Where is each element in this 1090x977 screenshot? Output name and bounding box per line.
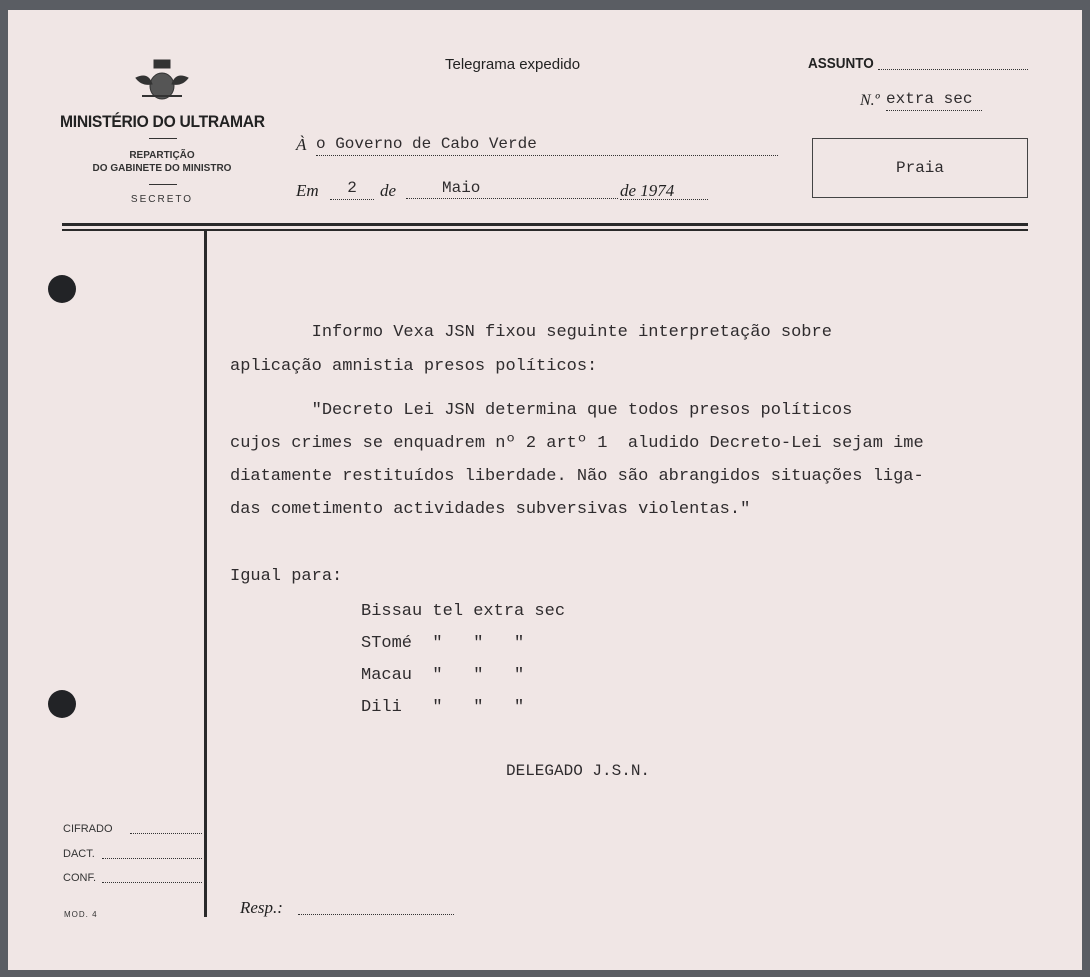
cifrado-label: CIFRADO: [63, 823, 113, 835]
destination-value: Praia: [895, 159, 944, 177]
punch-hole: [48, 690, 76, 718]
header-rule: [62, 223, 1028, 226]
number-label: N.º: [860, 92, 880, 109]
number-field[interactable]: [886, 90, 982, 111]
divider: [149, 138, 177, 139]
margin-rule: [204, 231, 207, 917]
date-de-label: de: [380, 181, 397, 200]
month-field[interactable]: [406, 179, 618, 199]
list-item: STomé " " ": [361, 634, 525, 653]
destination-box: [812, 138, 1028, 198]
conf-label: CONF.: [63, 872, 96, 884]
form-title: Telegrama expedido: [445, 56, 581, 73]
body-line: das cometimento actividades subversivas violentas.": [230, 500, 751, 519]
year-field[interactable]: [620, 181, 708, 200]
distribution-label: Igual para:: [230, 567, 343, 586]
day-field[interactable]: [330, 179, 374, 200]
recipient-value: o Governo de Cabo Verde: [316, 135, 537, 153]
ministry-name: MINISTÉRIO DO ULTRAMAR: [60, 112, 265, 131]
message-body: [230, 316, 832, 384]
body-line: diatamente restituídos liberdade. Não são abrangidos situações liga-: [230, 467, 924, 486]
conf-field[interactable]: [102, 882, 202, 883]
year-prefix: de 197: [620, 181, 666, 200]
list-item: Macau " " ": [361, 666, 525, 685]
body-line: Informo Vexa JSN fixou seguinte interpretação sobre: [230, 323, 832, 342]
model-label: MOD. 4: [64, 910, 98, 919]
department-line-1: REPARTIÇÃO: [129, 150, 195, 161]
day-value: 2: [347, 179, 357, 197]
recipient-field[interactable]: [316, 135, 778, 156]
dact-field[interactable]: [102, 858, 202, 859]
cifrado-field[interactable]: [130, 833, 202, 834]
department-line-2: DO GABINETE DO MINISTRO: [92, 163, 232, 174]
body-line: cujos crimes se enquadrem nº 2 artº 1 aludido Decreto-Lei sejam ime: [230, 434, 924, 453]
department: [68, 149, 256, 175]
divider: [149, 184, 177, 185]
body-line: "Decreto Lei JSN determina que todos presos políticos: [230, 401, 853, 420]
distribution-list: [361, 596, 565, 724]
dact-label: DACT.: [63, 848, 95, 860]
subject-label: ASSUNTO: [808, 55, 874, 72]
punch-hole: [48, 275, 76, 303]
resp-field[interactable]: [298, 914, 454, 915]
to-prefix: À: [296, 135, 307, 154]
signature: DELEGADO J.S.N.: [506, 762, 651, 780]
subject-field[interactable]: [878, 69, 1028, 70]
year-suffix: 4: [665, 181, 675, 200]
quoted-decree: [230, 394, 924, 526]
telegram-form: [8, 10, 1082, 970]
list-item: Dili " " ": [361, 698, 525, 717]
month-value: Maio: [442, 179, 481, 197]
list-item: Bissau tel extra sec: [361, 602, 566, 621]
resp-label: Resp.:: [240, 898, 283, 917]
body-line: aplicação amnistia presos políticos:: [230, 357, 598, 376]
date-prefix: Em: [296, 181, 319, 200]
coat-of-arms-icon: [132, 56, 192, 102]
number-value: extra sec: [886, 90, 973, 108]
classification-label: SECRETO: [130, 194, 194, 205]
